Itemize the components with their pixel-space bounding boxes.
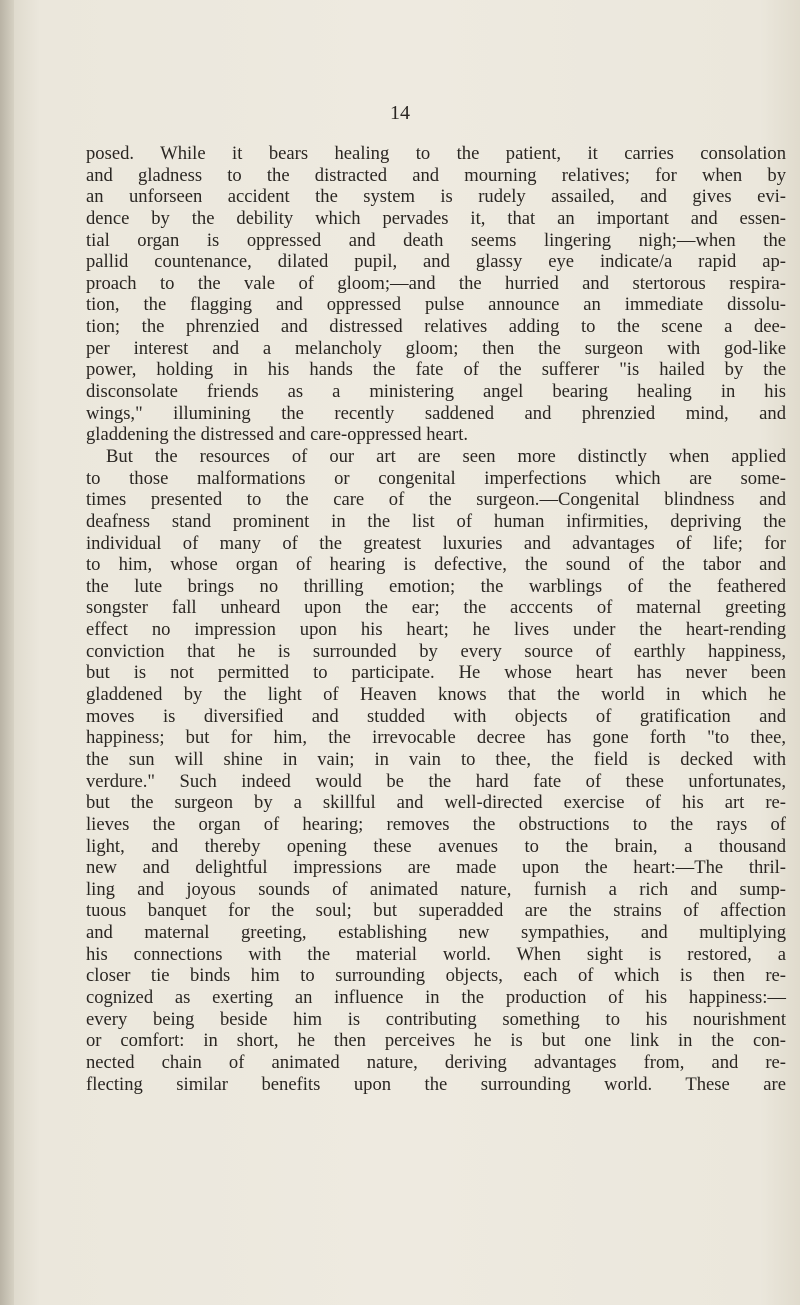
text-line: tion, the flagging and oppressed pulse announce an immediate dissolu- — [86, 294, 786, 316]
text-line: posed. While it bears healing to the patient, it carries consolation — [86, 143, 786, 164]
text-line: lieves the organ of hearing; removes the obstructions to the rays of — [86, 813, 786, 835]
body-text — [86, 143, 786, 1095]
text-line: cognized as exerting an influence in the production of his happiness:— — [86, 986, 786, 1008]
text-line: dence by the debility which pervades it, that an important and essen- — [86, 207, 786, 229]
text-line: flecting similar benefits upon the surrounding world. These are — [86, 1073, 786, 1095]
text-line: wings," illumining the recently saddened and phrenzied mind, and — [86, 402, 786, 424]
text-line: gladdening the distressed and care-oppressed heart. — [86, 424, 469, 446]
text-line: pallid countenance, dilated pupil, and glassy eye indicate/a rapid ap- — [86, 251, 786, 273]
text-line: songster fall unheard upon the ear; the acccents of maternal greeting — [86, 597, 786, 619]
page-number: 14 — [390, 102, 410, 124]
text-line: his connections with the material world. When sight is restored, a — [86, 943, 786, 965]
text-line: to him, whose organ of hearing is defective, the sound of the tabor and — [86, 554, 786, 576]
text-line: But the resources of our art are seen more distinctly when applied — [106, 445, 786, 467]
text-line: an unforseen accident the system is rudely assailed, and gives evi- — [86, 186, 786, 208]
text-line: power, holding in his hands the fate of the sufferer "is hailed by the — [86, 359, 786, 381]
text-line: or comfort: in short, he then perceives he is but one link in the con- — [86, 1030, 786, 1052]
text-line: happiness; but for him, the irrevocable decree has gone forth "to thee, — [86, 727, 786, 749]
text-line: new and delightful impressions are made upon the heart:—The thril- — [86, 857, 786, 879]
text-line: proach to the vale of gloom;—and the hurried and stertorous respira- — [86, 272, 786, 294]
text-line: the sun will shine in vain; in vain to thee, the field is decked with — [86, 748, 786, 770]
text-line: the lute brings no thrilling emotion; the warblings of the feathered — [86, 575, 786, 597]
text-line: individual of many of the greatest luxuries and advantages of life; for — [86, 532, 786, 554]
text-line: ling and joyous sounds of animated nature, furnish a rich and sump- — [86, 878, 786, 900]
text-line: tial organ is oppressed and death seems lingering nigh;—when the — [86, 229, 786, 251]
text-line: but is not permitted to participate. He whose heart has never been — [86, 662, 786, 684]
text-line: disconsolate friends as a ministering angel bearing healing in his — [86, 381, 786, 403]
text-line: conviction that he is surrounded by every source of earthly happiness, — [86, 640, 786, 662]
text-line: per interest and a melancholy gloom; then the surgeon with god-like — [86, 337, 786, 359]
text-line: nected chain of animated nature, deriving advantages from, and re- — [86, 1051, 786, 1073]
text-line: and maternal greeting, establishing new sympathies, and multiplying — [86, 922, 786, 944]
text-line: and gladness to the distracted and mourning relatives; for when by — [86, 164, 786, 186]
page-binding-edge — [0, 0, 14, 1305]
text-line: gladdened by the light of Heaven knows that the world in which he — [86, 684, 786, 706]
text-line: tuous banquet for the soul; but superadded are the strains of affection — [86, 900, 786, 922]
text-line: deafness stand prominent in the list of human infirmities, depriving the — [86, 510, 786, 532]
text-line: moves is diversified and studded with objects of gratification and — [86, 705, 786, 727]
text-line: times presented to the care of the surgeon.—Congenital blindness and — [86, 489, 786, 511]
text-line: closer tie binds him to surrounding objects, each of which is then re- — [86, 965, 786, 987]
text-line: every being beside him is contributing something to his nourishment — [86, 1008, 786, 1030]
text-line: but the surgeon by a skillful and well-directed exercise of his art re- — [86, 792, 786, 814]
text-line: verdure." Such indeed would be the hard fate of these unfortunates, — [86, 770, 786, 792]
text-line: tion; the phrenzied and distressed relatives adding to the scene a dee- — [86, 316, 786, 338]
text-line: effect no impression upon his heart; he lives under the heart-rending — [86, 619, 786, 641]
text-line: light, and thereby opening these avenues to the brain, a thousand — [86, 835, 786, 857]
text-line: to those malformations or congenital imperfections which are some- — [86, 467, 786, 489]
